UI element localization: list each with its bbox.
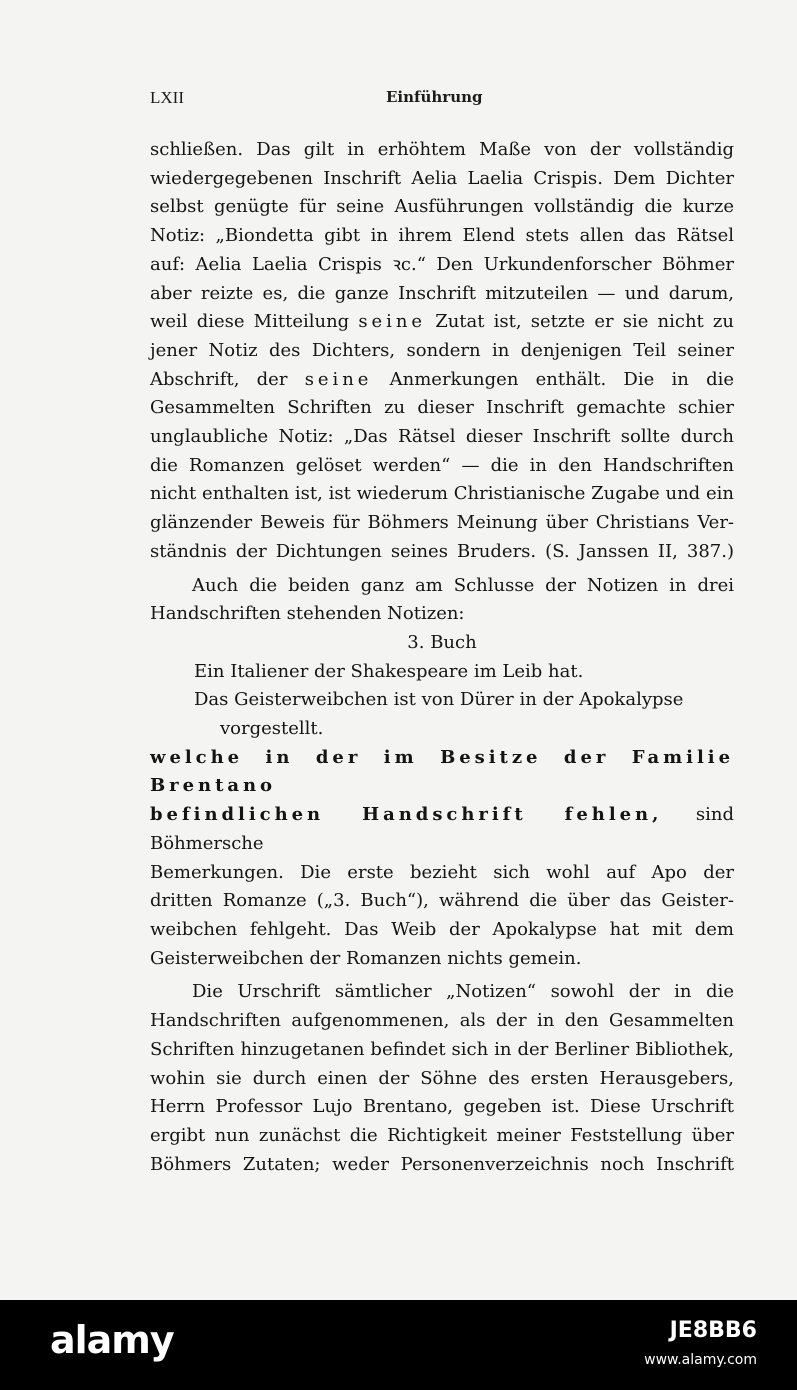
watermark-band (0, 1300, 797, 1390)
page-number: LXII (150, 88, 184, 107)
text-line: Die Urschrift sämtlicher „Notizen“ sowohl der in die (192, 981, 734, 1003)
body-text (150, 136, 734, 1179)
running-title: Einführung (386, 88, 483, 106)
text-line: die Romanzen gelöset werden“ — die in den Handschriften (150, 454, 734, 476)
emphasis: seine (304, 368, 373, 390)
quote-heading: 3. Buch (407, 631, 477, 653)
text-line: nicht enthalten ist, ist wiederum Christianische Zugabe und ein (150, 483, 734, 505)
text-line: wiedergegebenen Inschrift Aelia Laelia Crispis. Dem Dichter (150, 167, 734, 189)
text-line: aber reizte es, die ganze Inschrift mitzuteilen — und darum, (150, 282, 734, 304)
text-line: jener Notiz des Dichters, sondern in denjenigen Teil seiner (150, 339, 734, 361)
text-segment: Anmerkungen enthält. Die in die (389, 368, 734, 390)
text-line (150, 308, 734, 337)
emphasis: seine (358, 311, 427, 333)
quote-line: vorgestellt. (220, 718, 324, 740)
text-line: Notiz: „Biondetta gibt in ihrem Elend stets allen das Rätsel (150, 225, 734, 247)
text-line (150, 366, 734, 395)
text-line: Schriften hinzugetanen befindet sich in der Berliner Bibliothek, (150, 1038, 734, 1060)
text-line: Handschriften stehenden Notizen: (150, 603, 465, 625)
text-line: Bemerkungen. Die erste bezieht sich wohl auf Apo der (150, 861, 734, 883)
text-line (150, 801, 734, 858)
text-line: unglaubliche Notiz: „Das Rätsel dieser Inschrift sollte durch (150, 426, 734, 448)
text-line: schließen. Das gilt in erhöhtem Maße von der vollständig (150, 139, 734, 160)
text-line: ständnis der Dichtungen seines Bruders. (S. Janssen II, 387.) (150, 540, 734, 562)
site-url: www.alamy.com (644, 1352, 757, 1368)
text-line: Gesammelten Schriften zu dieser Inschrift gemachte schier (150, 397, 734, 419)
text-segment: sind Böhmersche (150, 804, 734, 854)
text-line: Böhmers Zutaten; weder Personenverzeichnis noch Inschrift (150, 1153, 734, 1175)
text-line: Auch die beiden ganz am Schlusse der Notizen in drei (192, 574, 734, 596)
text-line: Handschriften aufgenommenen, als der in den Gesammelten (150, 1010, 734, 1032)
quote-line: Das Geisterweibchen ist von Dürer in der Apokalypse (194, 689, 684, 711)
text-segment: Abschrift, der (150, 368, 288, 390)
quote-line: Ein Italiener der Shakespeare im Leib hat. (194, 660, 584, 682)
text-segment: Zutat ist, setzte er sie nicht zu (435, 311, 734, 333)
text-line: auf: Aelia Laelia Crispis ꝛc.“ Den Urkundenforscher Böhmer (150, 253, 734, 275)
text-segment: weil diese Mitteilung (150, 311, 350, 333)
text-line: Herrn Professor Lujo Brentano, gegeben ist. Diese Urschrift (150, 1096, 734, 1118)
text-line: Geisterweibchen der Romanzen nichts gemein. (150, 947, 582, 969)
text-line: weibchen fehlgeht. Das Weib der Apokalypse hat mit dem (150, 918, 734, 940)
text-line: selbst genügte für seine Ausführungen vollständig die kurze (150, 196, 734, 218)
emphasis: befindlichen Handschrift fehlen, (150, 804, 663, 826)
text-line: dritten Romanze („3. Buch“), während die über das Geister- (150, 890, 734, 912)
text-line: ergibt nun zunächst die Richtigkeit meiner Feststellung über (150, 1124, 734, 1146)
running-head (150, 88, 730, 112)
image-id: JE8BB6 (669, 1318, 757, 1343)
text-line: glänzender Beweis für Böhmers Meinung über Christians Ver- (150, 512, 734, 534)
text-line: welche in der im Besitze der Familie Brentano (150, 746, 734, 797)
text-line: wohin sie durch einen der Söhne des ersten Herausgebers, (150, 1067, 734, 1089)
alamy-logo: alamy (50, 1318, 174, 1362)
